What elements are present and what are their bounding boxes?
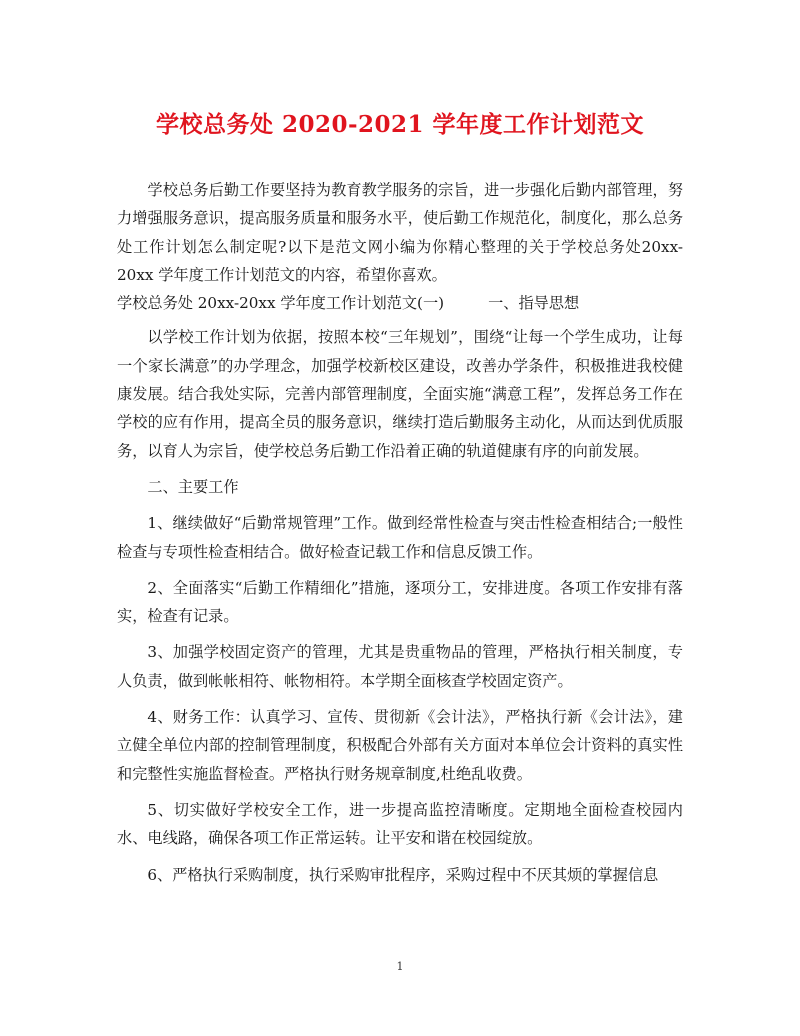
guiding-paragraph: 以学校工作计划为依据，按照本校“三年规划”，围绕“让每一个学生成功，让每一个家长满意”的办学理念，加强学校新校区建设，改善办学条件，积极推进我校健康发展。结合我处实际，完善内部管理制度，全面实施“满意工程”，发挥总务工作在学校的应有作用，提高全员的服务意识，继续打造后勤服务主动化，从而达到优质服务，以育人为宗旨，使学校总务后勤工作沿着正确的轨道健康有序的向前发展。 [117, 328, 683, 460]
document-body [117, 176, 683, 889]
work-item-1: 1、继续做好“后勤常规管理”工作。做到经常性检查与突击性检查相结合;一般性检查与专项性检查相结合。做好检查记载工作和信息反馈工作。 [117, 514, 683, 561]
subtitle-left: 学校总务处 20xx-20xx 学年度工作计划范文(一) [117, 294, 445, 313]
intro-paragraph: 学校总务后勤工作要坚持为教育教学服务的宗旨，进一步强化后勤内部管理，努力增强服务意识，提高服务质量和服务水平，使后勤工作规范化，制度化，那么总务处工作计划怎么制定呢?以下是范文网小编为你精心整理的关于学校总务处20xx-20xx 学年度工作计划范文的内容，希望你喜欢。 [117, 181, 683, 284]
document-title: 学校总务处 2020-2021 学年度工作计划范文 [155, 111, 645, 138]
section1-heading: 一、指导思想 [488, 294, 580, 313]
work-item-5: 5、切实做好学校安全工作，进一步提高监控清晰度。定期地全面检查校园内水、电线路，确保各项工作正常运转。让平安和谐在校园绽放。 [117, 800, 683, 848]
work-item-2: 2、全面落实“后勤工作精细化”措施，逐项分工，安排进度。各项工作安排有落实，检查有记录。 [117, 578, 683, 626]
section2-heading: 二、主要工作 [147, 477, 239, 496]
work-item-3: 3、加强学校固定资产的管理，尤其是贵重物品的管理，严格执行相关制度，专人负责，做到帐帐相符、帐物相符。本学期全面核查学校固定资产。 [117, 643, 683, 690]
work-item-4: 4、财务工作：认真学习、宣传、贯彻新《会计法》，严格执行新《会计法》，建立健全单位内部的控制管理制度，积极配合外部有关方面对本单位会计资料的真实性和完整性实施监督检查。严格执行财务规章制度,杜绝乱收费。 [117, 708, 683, 783]
subtitle-line [117, 289, 683, 317]
work-item-6: 6、严格执行采购制度，执行采购审批程序，采购过程中不厌其烦的掌握信息 [147, 865, 659, 884]
page-number: 1 [396, 960, 404, 973]
